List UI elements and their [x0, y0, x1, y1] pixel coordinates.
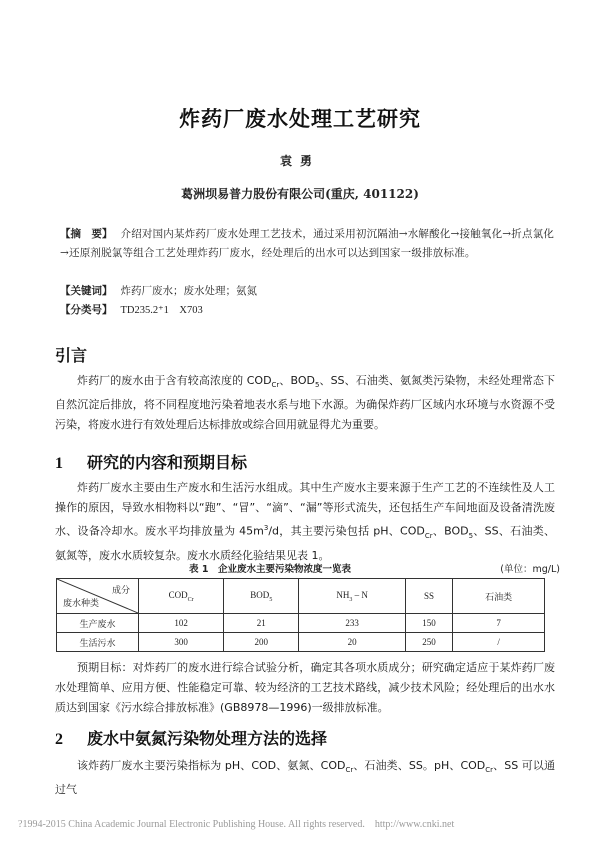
section-heading-1: [55, 450, 247, 473]
row-label: 生活污水: [57, 633, 139, 652]
text-run: 、BOD: [279, 374, 315, 387]
row-label: 生产废水: [57, 614, 139, 633]
text-run: 、BOD: [432, 524, 469, 538]
text-run: 、SS、石油类、氨氮类污染物，未经处理常态下自然沉淀后排放，将不同程度地污染着地表水系与地下水源。为确保炸药厂区域内水环境与水资源不受污染，将废水进行有效处理后达标排放或综合回用就显得尤为重要。: [55, 374, 556, 432]
author-affiliation: 葛洲坝易普力股份有限公司(重庆, 401122): [181, 187, 419, 201]
abstract-block: [60, 225, 560, 263]
author-name: 袁勇: [279, 154, 320, 168]
corner-column-label: 成分: [111, 586, 130, 596]
column-header: $NH_3$ – N: [299, 579, 405, 614]
keywords-block: [60, 282, 560, 301]
keywords-label: 【关键词】: [60, 285, 113, 297]
table-cell: 200: [224, 633, 299, 652]
text-run: 炸药厂的废水由于含有较高浓度的 COD: [77, 374, 272, 387]
section-title: 研究的内容和预期目标: [87, 453, 248, 472]
text-run: 、石油类、SS。pH、COD: [353, 759, 486, 772]
text-run: 、SS、石油类、氨氮等，废水水质较复杂。废水水质经化验结果见表 1。: [55, 524, 556, 562]
table-cell: 102: [139, 614, 224, 633]
table-row: [57, 633, 545, 652]
subscript: 5: [314, 381, 320, 390]
corner-row-label: 废水种类: [63, 599, 100, 609]
table-cell: 233: [299, 614, 405, 633]
subscript: Cr: [485, 766, 494, 775]
classification-label: 【分类号】: [60, 304, 113, 316]
text-run: /d，其主要污染包括 pH、COD: [268, 524, 425, 538]
text-run: 该炸药厂废水主要污染指标为 pH、COD、氨氮、COD: [77, 759, 346, 772]
column-header: $COD_{Cr}$: [139, 579, 224, 614]
subscript: Cr: [424, 531, 433, 540]
subscript: Cr: [345, 766, 354, 775]
column-header: 石油类: [453, 579, 545, 614]
table-corner-cell: [57, 579, 139, 614]
keywords-text: 炸药厂废水；废水处理；氨氮: [120, 285, 257, 297]
section-number: 1: [55, 455, 63, 472]
column-header: SS: [405, 579, 452, 614]
subscript: Cr: [271, 381, 280, 390]
classification-block: [60, 301, 560, 320]
section-heading-2: [55, 726, 327, 749]
section1-paragraph-1: [55, 478, 555, 566]
text-run: 、SS 可以通过气: [55, 759, 555, 797]
column-header: $BOD_5$: [224, 579, 299, 614]
section-title: 废水中氨氮污染物处理方法的选择: [87, 729, 328, 748]
table-caption: 表 1 企业废水主要污染物浓度一览表: [189, 564, 351, 575]
paper-title: 炸药厂废水处理工艺研究: [179, 106, 421, 131]
subscript: 5: [468, 531, 474, 540]
table-cell: 20: [299, 633, 405, 652]
superscript: 3: [263, 524, 269, 532]
section2-paragraph: [55, 756, 555, 800]
section-number: 2: [55, 731, 63, 748]
table-header-row: [57, 579, 545, 614]
section1-paragraph-2: 预期目标：对炸药厂的废水进行综合试验分析，确定其各项水质成分；研究确定适应于某炸药厂废水处理简单、应用方便、性能稳定可靠、较为经济的工艺技术路线，减少技术风险；经处理后的出水水质达到国家《污水综合排放标准》(GB8978—1996)一级排放标准。: [55, 661, 555, 714]
pollutant-table: [56, 578, 545, 652]
table-cell: 300: [139, 633, 224, 652]
table-cell: 150: [405, 614, 452, 633]
table-cell: /: [453, 633, 545, 652]
intro-paragraph: [55, 371, 555, 435]
text-run: 炸药厂废水主要由生产废水和生活污水组成。其中生产废水主要来源于生产工艺的不连续性及人工操作的原因，导致水相物料以“跑”、“冒”、“滴”、“漏”等形式流失，还包括生产车间地面及设备清洗废水、设备冷却水。废水平均排放量为 45m: [55, 481, 555, 538]
table-row: [57, 614, 545, 633]
table-cell: 21: [224, 614, 299, 633]
table-cell: 7: [453, 614, 545, 633]
table-unit: (单位：mg/L): [500, 564, 560, 575]
section-heading-intro: [55, 343, 87, 366]
table-cell: 250: [405, 633, 452, 652]
copyright-footer: ?1994-2015 China Academic Journal Electronic Publishing House. All rights reserved. http://www.cnki.net: [18, 819, 455, 830]
section-title: 引言: [55, 346, 88, 365]
abstract-text: 介绍对国内某炸药厂废水处理工艺技术，通过采用初沉隔油→水解酸化→接触氧化→折点氯化→还原剂脱氯等组合工艺处理炸药厂废水，经处理后的出水可以达到国家一级排放标准。: [60, 228, 555, 259]
abstract-label: 【摘 要】: [60, 228, 113, 240]
classification-text: TD235.2⁺1 X703: [120, 305, 203, 316]
